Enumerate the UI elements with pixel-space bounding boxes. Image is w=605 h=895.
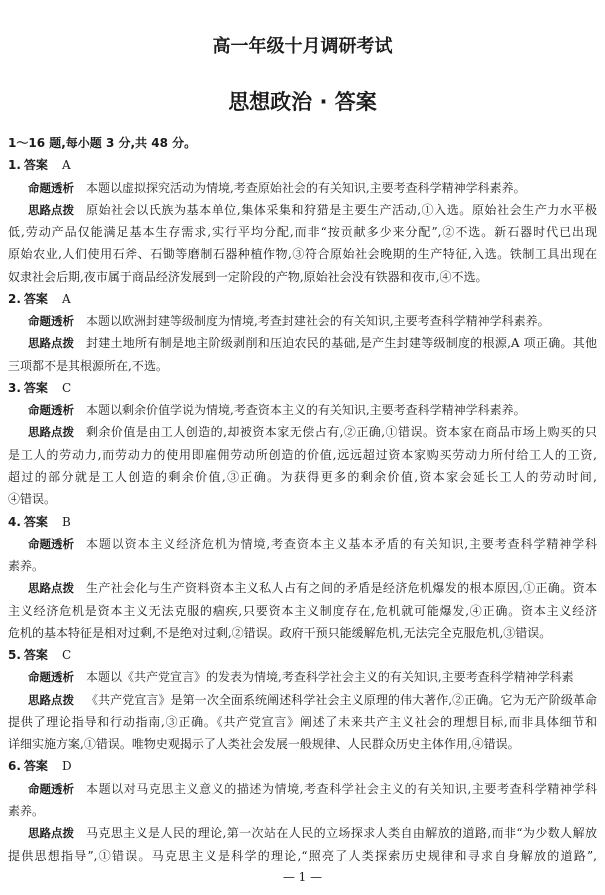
answer-content [8, 132, 597, 867]
answer-line [8, 288, 597, 310]
question-number: 4. [8, 514, 21, 529]
analysis-text: 本题以剩余价值学说为情境,考查资本主义的有关知识,主要考查科学精神学科素养。 [86, 403, 526, 418]
analysis-line [8, 666, 597, 688]
analysis-label: 命题透析 [28, 403, 74, 418]
answer-line [8, 377, 597, 399]
hint-label: 思路点拨 [28, 425, 74, 440]
analysis-text: 本题以《共产党宣言》的发表为情境,考查科学社会主义的有关知识,主要考查科学精神学科素 [86, 670, 574, 685]
answer-line [8, 755, 597, 777]
answer-value: C [61, 380, 72, 395]
hint-text: 三项都不是其根源所在,不选。 [8, 358, 168, 373]
analysis-label: 命题透析 [28, 781, 74, 796]
question-3 [8, 377, 597, 511]
section-intro: 1～16 题,每小题 3 分,共 48 分。 [8, 136, 197, 150]
hint-line [8, 577, 597, 599]
answer-value: D [61, 759, 72, 774]
hint-text: 低,劳动产品仅能满足基本生存需求,实行平均分配,而非“按贡献多少来分配”,②不选。新石器时代已出现 [8, 225, 597, 240]
hint-label: 思路点拨 [28, 202, 74, 217]
hint-text: 主义经济危机是资本主义无法克服的痼疾,只要资本主义制度存在,危机就可能爆发,④正确。资本主义经济 [8, 603, 597, 618]
question-number: 2. [8, 291, 21, 306]
hint-text: 原始农业,人们使用石斧、石锄等磨制石器种植作物,③符合原始社会晚期的生产特征,入选。铁制工具出现在 [8, 247, 597, 262]
hint-text: 是工人的劳动力,而劳动力的使用即雇佣劳动所创造的价值,远远超过资本家购买劳动力所付给工人的工资, [8, 447, 597, 462]
question-number: 6. [8, 759, 21, 774]
hint-text: 生产社会化与生产资料资本主义私人占有之间的矛盾是经济危机爆发的根本原因,①正确。资本 [86, 581, 597, 596]
analysis-text: 本题以对马克思主义意义的描述为情境,考查科学社会主义的有关知识,主要考查科学精神学科 [86, 781, 597, 796]
analysis-line [8, 778, 597, 800]
hint-text: ④错误。 [8, 492, 57, 507]
answer-value: A [61, 158, 71, 173]
question-number: 3. [8, 380, 21, 395]
analysis-text: 素养。 [8, 559, 45, 574]
analysis-text: 本题以资本主义经济危机为情境,考查资本主义基本矛盾的有关知识,主要考查科学精神学科 [86, 536, 597, 551]
analysis-label: 命题透析 [28, 536, 74, 551]
hint-line [8, 199, 597, 221]
analysis-label: 命题透析 [28, 314, 74, 329]
hint-text: 原始社会以氏族为基本单位,集体采集和狩猎是主要生产活动,①入选。原始社会生产力水平极 [86, 202, 597, 217]
analysis-text: 本题以欧洲封建等级制度为情境,考查封建社会的有关知识,主要考查科学精神学科素养。 [86, 314, 550, 329]
analysis-text: 素养。 [8, 803, 45, 818]
hint-text: 详细实施方案,①错误。唯物史观揭示了人类社会发展一般规律、人民群众历史主体作用,④错误。 [8, 737, 520, 752]
hint-line [8, 421, 597, 443]
hint-line [8, 332, 597, 354]
hint-line [8, 689, 597, 711]
answer-label: 答案 [23, 514, 48, 529]
hint-text: 超过的部分就是工人创造的剩余价值,③正确。为获得更多的剩余价值,资本家会延长工人的劳动时间, [8, 469, 597, 484]
analysis-label: 命题透析 [28, 180, 74, 195]
hint-text: 提供思想指导”,①错误。马克思主义是科学的理论,“照亮了人类探索历史规律和寻求自身解放的道路”, [8, 848, 597, 863]
hint-text: 马克思主义是人民的理论,第一次站在人民的立场探求人类自由解放的道路,而非“为少数人解放 [86, 826, 597, 841]
page-title: 高一年级十月调研考试 [212, 36, 393, 57]
answer-value: A [61, 291, 71, 306]
question-1 [8, 154, 597, 288]
hint-label: 思路点拨 [28, 692, 74, 707]
analysis-line [8, 177, 597, 199]
hint-text: 封建土地所有制是地主阶级剥削和压迫农民的基础,是产生封建等级制度的根源,A 项正确。其他 [86, 336, 597, 351]
hint-label: 思路点拨 [28, 826, 74, 841]
answer-label: 答案 [23, 380, 48, 395]
question-number: 1. [8, 158, 21, 173]
hint-text: 《共产党宣言》是第一次全面系统阐述科学社会主义原理的伟大著作,②正确。它为无产阶级革命 [86, 692, 597, 707]
hint-line [8, 822, 597, 844]
page-subtitle: 思想政治 · 答案 [228, 90, 377, 114]
hint-text: 剩余价值是由工人创造的,却被资本家无偿占有,②正确,①错误。资本家在商品市场上购买的只 [86, 425, 597, 440]
hint-text: 奴隶社会后期,夜市属于商品经济发展到一定阶段的产物,原始社会没有铁器和夜市,④不选。 [8, 269, 488, 284]
analysis-line [8, 399, 597, 421]
answer-label: 答案 [23, 759, 48, 774]
answer-label: 答案 [23, 291, 48, 306]
analysis-line [8, 310, 597, 332]
answer-value: C [61, 648, 72, 663]
hint-label: 思路点拨 [28, 336, 74, 351]
hint-text: 危机的基本特征是相对过剩,不是绝对过剩,②错误。政府干预只能缓解危机,无法完全克服危机,③错误。 [8, 625, 552, 640]
answer-line [8, 154, 597, 176]
analysis-line [8, 533, 597, 555]
hint-text: 提供了理论指导和行动指南,③正确。《共产党宣言》阐述了未来共产主义社会的理想目标,而非具体细节和 [8, 714, 597, 729]
question-number: 5. [8, 648, 21, 663]
answer-label: 答案 [23, 648, 48, 663]
hint-label: 思路点拨 [28, 581, 74, 596]
question-2 [8, 288, 597, 377]
question-5 [8, 644, 597, 755]
answer-line [8, 644, 597, 666]
analysis-label: 命题透析 [28, 670, 74, 685]
answer-label: 答案 [23, 158, 48, 173]
analysis-text: 本题以虚拟探究活动为情境,考查原始社会的有关知识,主要考查科学精神学科素养。 [86, 180, 526, 195]
question-6 [8, 755, 597, 866]
answer-value: B [61, 514, 71, 529]
answer-line [8, 511, 597, 533]
question-4 [8, 511, 597, 645]
page-number: — 1 — [282, 870, 323, 884]
